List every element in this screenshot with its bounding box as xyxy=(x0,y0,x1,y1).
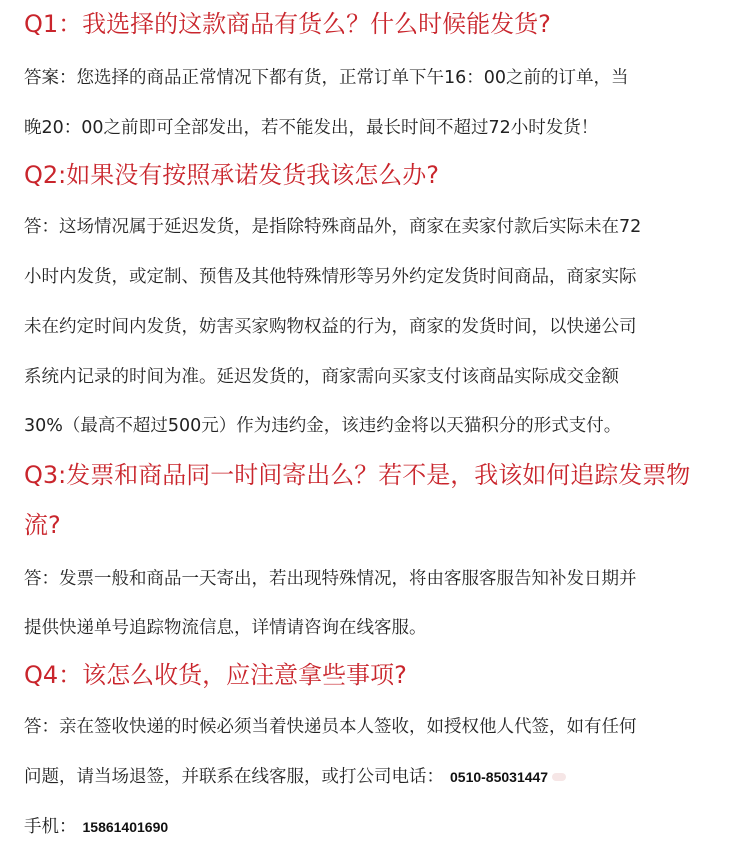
question-3-line-2: 流? xyxy=(24,511,61,539)
answer-1-line-1: 答案：您选择的商品正常情况下都有货，正常订单下午16：00之前的订单，当 xyxy=(24,68,629,88)
answer-2-line-3: 未在约定时间内发货，妨害买家购物权益的行为，商家的发货时间，以快递公司 xyxy=(24,317,637,337)
mobile-label: 手机： xyxy=(24,817,77,837)
question-4: Q4：该怎么收货，应注意拿些事项? xyxy=(24,661,407,689)
answer-3-line-1: 答：发票一般和商品一天寄出，若出现特殊情况，将由客服客服告知补发日期并 xyxy=(24,569,637,589)
answer-1-line-2: 晚20：00之前即可全部发出，若不能发出，最长时间不超过72小时发货！ xyxy=(24,118,599,138)
mobile-line xyxy=(24,817,168,837)
answer-2-line-4: 系统内记录的时间为准。延迟发货的，商家需向买家支付该商品实际成交金额 xyxy=(24,367,619,387)
answer-2-line-5: 30%（最高不超过500元）作为违约金，该违约金将以天猫积分的形式支付。 xyxy=(24,416,622,436)
mobile-number: 15861401690 xyxy=(82,819,169,835)
question-3-line-1: Q3:发票和商品同一时间寄出么？若不是，我该如何追踪发票物 xyxy=(24,461,691,489)
answer-4-line-2-text: 问题，请当场退签，并联系在线客服，或打公司电话： xyxy=(24,767,444,787)
company-phone: 0510-85031447 xyxy=(450,769,549,785)
answer-2-line-1: 答：这场情况属于延迟发货，是指除特殊商品外，商家在卖家付款后实际未在72 xyxy=(24,217,642,237)
answer-4-line-1: 答：亲在签收快递的时候必须当着快递员本人签收，如授权他人代签，如有任何 xyxy=(24,717,637,737)
answer-2-line-2: 小时内发货，或定制、预售及其他特殊情形等另外约定发货时间商品，商家实际 xyxy=(24,267,637,287)
question-2: Q2:如果没有按照承诺发货我该怎么办? xyxy=(24,161,439,189)
question-1: Q1：我选择的这款商品有货么？什么时候能发货? xyxy=(24,10,551,38)
answer-3-line-2: 提供快递单号追踪物流信息，详情请咨询在线客服。 xyxy=(24,618,427,638)
answer-4-line-2 xyxy=(24,767,566,787)
smudge-mark xyxy=(552,773,566,781)
